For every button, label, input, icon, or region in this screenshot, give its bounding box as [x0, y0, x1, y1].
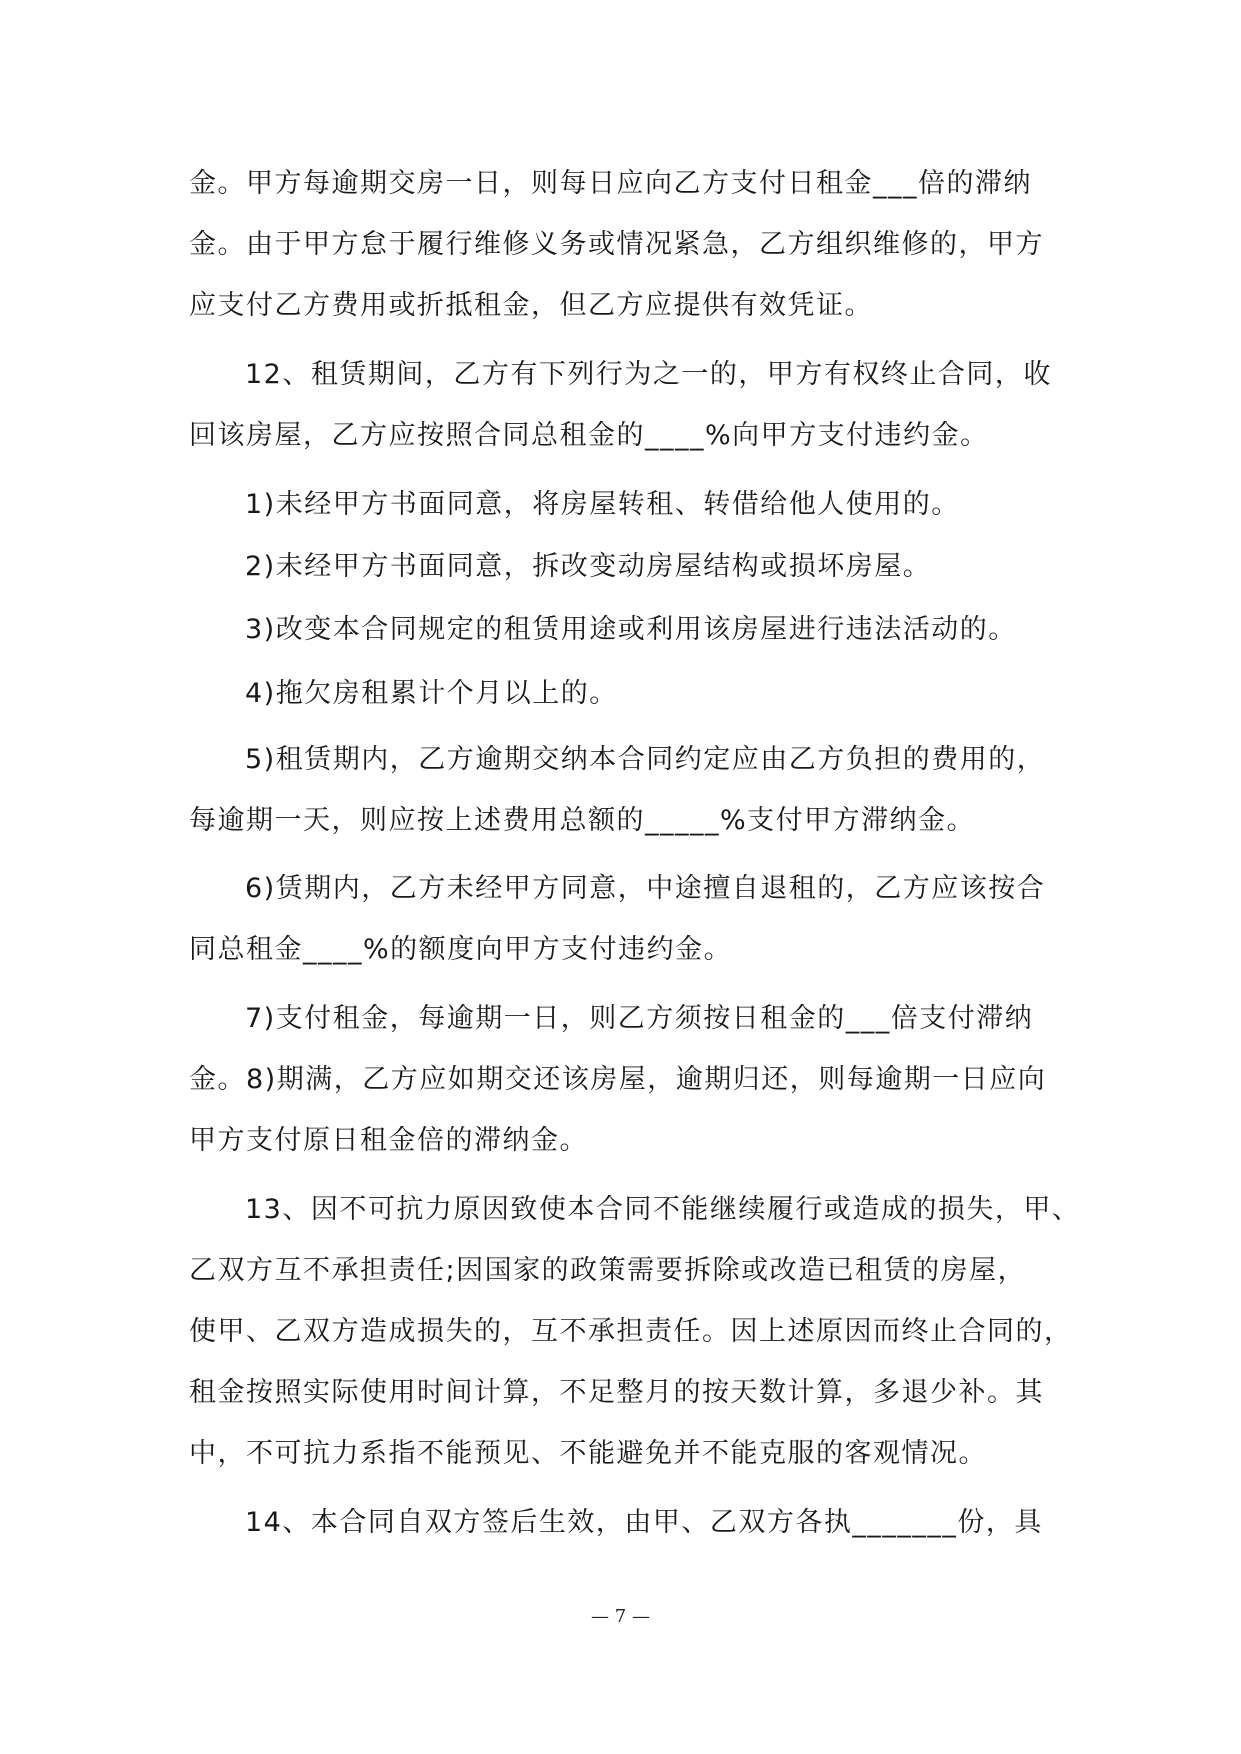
text-line: 租金按照实际使用时间计算，不足整月的按天数计算，多退少补。其: [189, 1377, 1044, 1408]
text-line: 3)改变本合同规定的租赁用途或利用该房屋进行违法活动的。: [245, 614, 1017, 645]
text-line: 中，不可抗力系指不能预见、不能避免并不能克服的客观情况。: [189, 1438, 987, 1469]
text-line: 5)租赁期内，乙方逾期交纳本合同约定应由乙方负担的费用的，: [245, 744, 1046, 775]
text-line: 乙双方互不承担责任;因国家的政策需要拆除或改造已租赁的房屋，: [189, 1255, 1027, 1286]
text-line: 13、因不可抗力原因致使本合同不能继续履行或造成的损失，甲、: [245, 1194, 1081, 1225]
text-line: 使甲、乙双方造成损失的，互不承担责任。因上述原因而终止合同的，: [189, 1316, 1073, 1347]
text-line: 6)赁期内，乙方未经甲方同意，中途擅自退租的，乙方应该按合: [245, 873, 1046, 904]
text-line: 金。由于甲方怠于履行维修义务或情况紧急，乙方组织维修的，甲方: [189, 229, 1044, 260]
text-line: 14、本合同自双方签后生效，由甲、乙双方各执_______份，具: [245, 1507, 1043, 1538]
text-line: 2)未经甲方书面同意，拆改变动房屋结构或损坏房屋。: [245, 551, 932, 582]
text-line: 1)未经甲方书面同意，将房屋转租、转借给他人使用的。: [245, 489, 960, 520]
text-line: 金。8)期满，乙方应如期交还该房屋，逾期归还，则每逾期一日应向: [189, 1064, 1047, 1095]
text-line: 12、租赁期间，乙方有下列行为之一的，甲方有权终止合同，收: [245, 359, 1052, 390]
text-line: 甲方支付原日租金倍的滞纳金。: [189, 1125, 588, 1156]
text-line: 回该房屋，乙方应按照合同总租金的____%向甲方支付违约金。: [189, 420, 989, 451]
text-line: 应支付乙方费用或折抵租金，但乙方应提供有效凭证。: [189, 290, 873, 321]
text-line: 金。甲方每逾期交房一日，则每日应向乙方支付日租金___倍的滞纳: [189, 168, 1032, 199]
text-line: 同总租金____%的额度向甲方支付违约金。: [189, 934, 733, 965]
text-line: 4)拖欠房租累计个月以上的。: [245, 678, 618, 709]
page-number: — 7 —: [591, 1606, 650, 1627]
text-line: 7)支付租金，每逾期一日，则乙方须按日租金的___倍支付滞纳: [245, 1003, 1034, 1034]
text-line: 每逾期一天，则应按上述费用总额的_____%支付甲方滞纳金。: [189, 805, 976, 836]
